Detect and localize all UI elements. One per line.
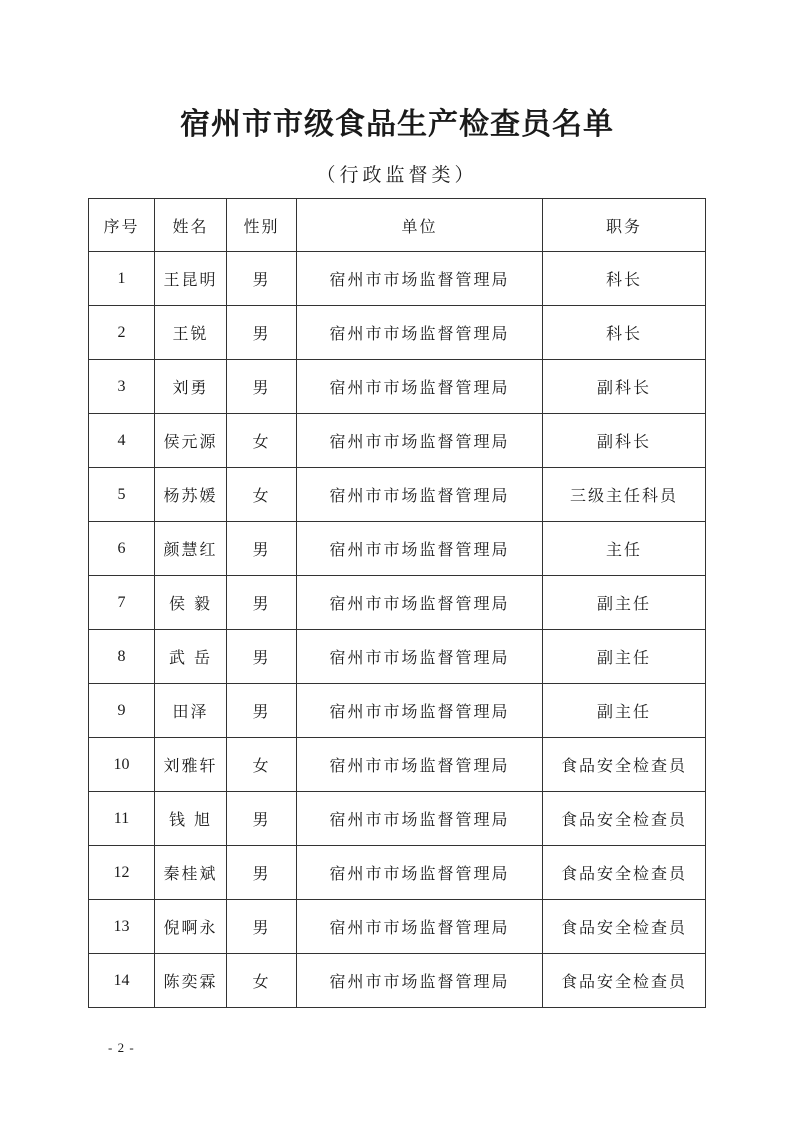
cell-unit: 宿州市市场监督管理局 bbox=[297, 468, 543, 522]
page-number: - 2 - bbox=[108, 1040, 135, 1055]
cell-unit: 宿州市市场监督管理局 bbox=[297, 900, 543, 954]
cell-name: 颜慧红 bbox=[155, 522, 227, 576]
cell-position: 副主任 bbox=[543, 576, 706, 630]
cell-name: 陈奕霖 bbox=[155, 954, 227, 1008]
cell-serial-number: 9 bbox=[89, 684, 155, 738]
document-title: 宿州市市级食品生产检查员名单 bbox=[180, 107, 614, 142]
cell-unit: 宿州市市场监督管理局 bbox=[297, 846, 543, 900]
cell-position: 科长 bbox=[543, 252, 706, 306]
cell-serial-number: 14 bbox=[89, 954, 155, 1008]
cell-position: 副科长 bbox=[543, 360, 706, 414]
cell-serial-number: 3 bbox=[89, 360, 155, 414]
cell-name: 王昆明 bbox=[155, 252, 227, 306]
cell-name: 钱 旭 bbox=[155, 792, 227, 846]
cell-name: 杨苏媛 bbox=[155, 468, 227, 522]
header-name: 姓名 bbox=[155, 199, 227, 252]
cell-serial-number: 8 bbox=[89, 630, 155, 684]
cell-unit: 宿州市市场监督管理局 bbox=[297, 792, 543, 846]
cell-name: 秦桂斌 bbox=[155, 846, 227, 900]
cell-unit: 宿州市市场监督管理局 bbox=[297, 306, 543, 360]
cell-unit: 宿州市市场监督管理局 bbox=[297, 522, 543, 576]
table-row bbox=[89, 522, 706, 576]
table-row bbox=[89, 954, 706, 1008]
cell-position: 副主任 bbox=[543, 684, 706, 738]
cell-position: 食品安全检查员 bbox=[543, 846, 706, 900]
cell-position: 食品安全检查员 bbox=[543, 954, 706, 1008]
cell-gender: 女 bbox=[227, 954, 297, 1008]
cell-position: 主任 bbox=[543, 522, 706, 576]
cell-gender: 男 bbox=[227, 252, 297, 306]
cell-name: 武 岳 bbox=[155, 630, 227, 684]
cell-unit: 宿州市市场监督管理局 bbox=[297, 954, 543, 1008]
cell-serial-number: 13 bbox=[89, 900, 155, 954]
cell-unit: 宿州市市场监督管理局 bbox=[297, 576, 543, 630]
cell-position: 食品安全检查员 bbox=[543, 792, 706, 846]
cell-gender: 男 bbox=[227, 576, 297, 630]
cell-serial-number: 7 bbox=[89, 576, 155, 630]
table-header-row bbox=[89, 199, 706, 252]
cell-position: 三级主任科员 bbox=[543, 468, 706, 522]
table-row bbox=[89, 360, 706, 414]
cell-serial-number: 10 bbox=[89, 738, 155, 792]
table-row bbox=[89, 414, 706, 468]
cell-gender: 女 bbox=[227, 414, 297, 468]
cell-gender: 男 bbox=[227, 684, 297, 738]
cell-gender: 女 bbox=[227, 738, 297, 792]
cell-name: 刘勇 bbox=[155, 360, 227, 414]
cell-serial-number: 12 bbox=[89, 846, 155, 900]
header-serial-number: 序号 bbox=[89, 199, 155, 252]
cell-gender: 男 bbox=[227, 846, 297, 900]
cell-name: 侯元源 bbox=[155, 414, 227, 468]
table-row bbox=[89, 792, 706, 846]
cell-serial-number: 11 bbox=[89, 792, 155, 846]
cell-unit: 宿州市市场监督管理局 bbox=[297, 252, 543, 306]
cell-position: 科长 bbox=[543, 306, 706, 360]
cell-position: 副主任 bbox=[543, 630, 706, 684]
cell-serial-number: 2 bbox=[89, 306, 155, 360]
cell-serial-number: 5 bbox=[89, 468, 155, 522]
cell-gender: 男 bbox=[227, 522, 297, 576]
table-row bbox=[89, 684, 706, 738]
cell-unit: 宿州市市场监督管理局 bbox=[297, 738, 543, 792]
cell-gender: 男 bbox=[227, 306, 297, 360]
document-subtitle: （行政监督类） bbox=[316, 164, 478, 186]
cell-unit: 宿州市市场监督管理局 bbox=[297, 630, 543, 684]
header-position: 职务 bbox=[543, 199, 706, 252]
header-gender: 性别 bbox=[227, 199, 297, 252]
table-row bbox=[89, 252, 706, 306]
table-row bbox=[89, 738, 706, 792]
cell-name: 倪啊永 bbox=[155, 900, 227, 954]
table-row bbox=[89, 846, 706, 900]
cell-serial-number: 4 bbox=[89, 414, 155, 468]
cell-gender: 男 bbox=[227, 360, 297, 414]
cell-gender: 男 bbox=[227, 630, 297, 684]
table-row bbox=[89, 630, 706, 684]
cell-name: 田泽 bbox=[155, 684, 227, 738]
table-row bbox=[89, 576, 706, 630]
cell-unit: 宿州市市场监督管理局 bbox=[297, 414, 543, 468]
inspector-table bbox=[88, 198, 706, 1008]
table-row bbox=[89, 306, 706, 360]
cell-name: 侯 毅 bbox=[155, 576, 227, 630]
cell-position: 食品安全检查员 bbox=[543, 900, 706, 954]
cell-name: 王锐 bbox=[155, 306, 227, 360]
cell-position: 食品安全检查员 bbox=[543, 738, 706, 792]
cell-unit: 宿州市市场监督管理局 bbox=[297, 684, 543, 738]
table-row bbox=[89, 468, 706, 522]
table-body bbox=[89, 252, 706, 1008]
table-row bbox=[89, 900, 706, 954]
cell-unit: 宿州市市场监督管理局 bbox=[297, 360, 543, 414]
header-unit: 单位 bbox=[297, 199, 543, 252]
cell-gender: 女 bbox=[227, 468, 297, 522]
cell-gender: 男 bbox=[227, 900, 297, 954]
cell-serial-number: 6 bbox=[89, 522, 155, 576]
cell-serial-number: 1 bbox=[89, 252, 155, 306]
cell-position: 副科长 bbox=[543, 414, 706, 468]
cell-name: 刘雅轩 bbox=[155, 738, 227, 792]
cell-gender: 男 bbox=[227, 792, 297, 846]
